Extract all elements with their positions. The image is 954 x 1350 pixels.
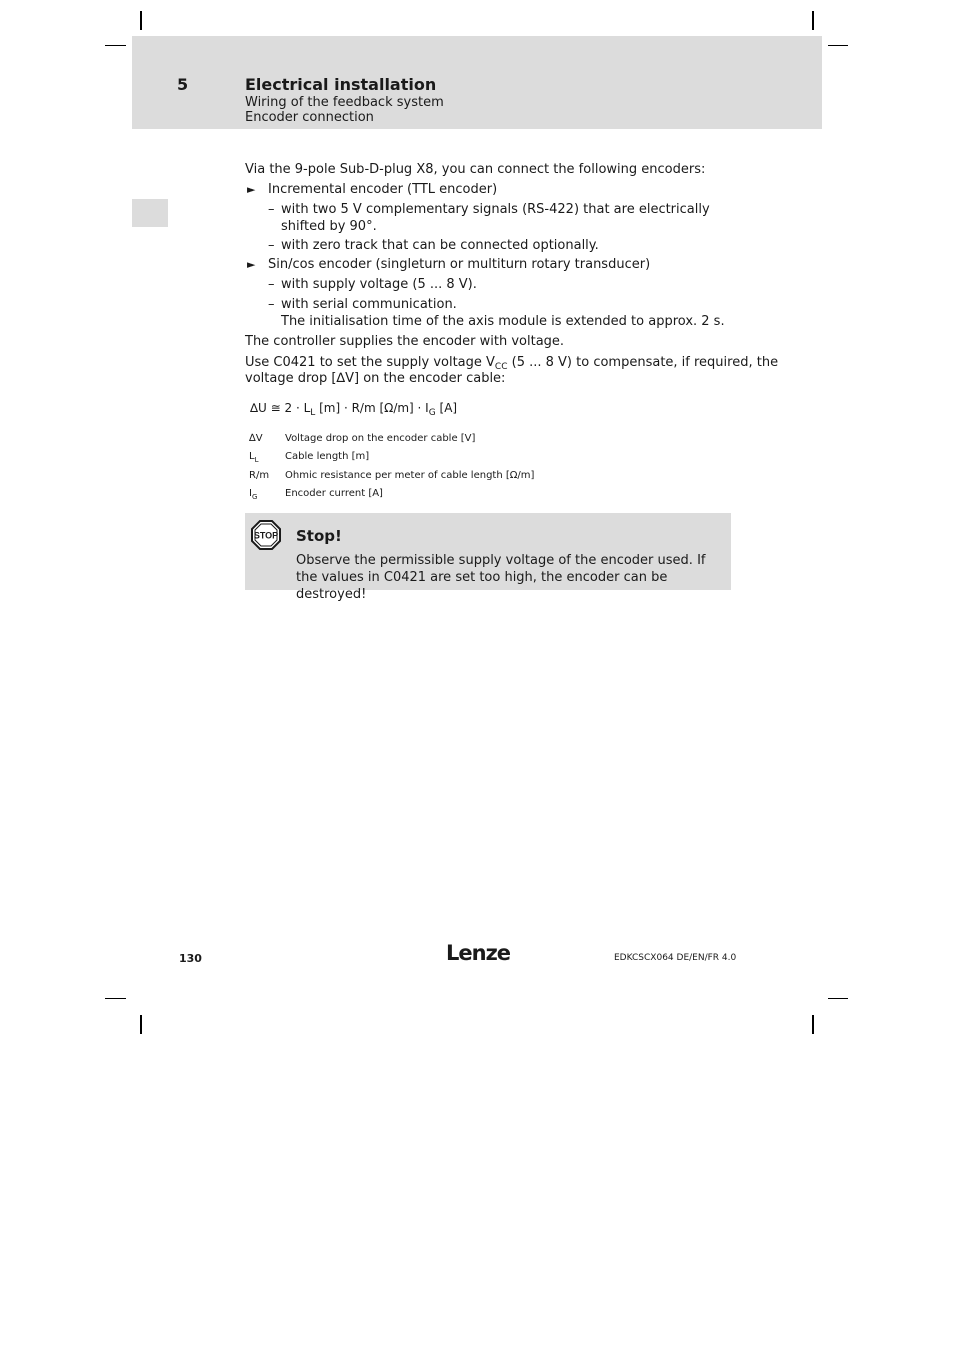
header-band xyxy=(132,36,822,129)
subsection-subtitle: Encoder connection xyxy=(245,110,374,125)
use-c0421-line-2: voltage drop [∆V] on the encoder cable: xyxy=(245,371,506,386)
text-span: (5 ... 8 V) to compensate, if required, the xyxy=(507,355,779,370)
formula-part: [m] · R/m [Ω/m] · I xyxy=(315,401,429,415)
dash-marker: – xyxy=(268,202,275,217)
document-id: EDKCSCX064 DE/EN/FR 4.0 xyxy=(614,953,737,963)
crop-mark xyxy=(812,11,814,30)
legend-symbol xyxy=(249,451,258,464)
text-span: Use C0421 to set the supply voltage V xyxy=(245,355,495,370)
legend-description: Ohmic resistance per meter of cable length [Ω/m] xyxy=(285,470,535,481)
list-item-supply-voltage: with supply voltage (5 ... 8 V). xyxy=(281,277,477,292)
formula-part: [A] xyxy=(435,401,458,415)
symbol-text: R/m xyxy=(249,470,270,481)
dash-marker: – xyxy=(268,238,275,253)
formula-part: ∆U ≅ 2 · L xyxy=(250,401,311,415)
bullet-incremental-encoder: Incremental encoder (TTL encoder) xyxy=(268,182,498,197)
list-item-two-signals-cont: shifted by 90°. xyxy=(281,219,377,234)
triangle-right-icon: ► xyxy=(247,183,256,196)
voltage-drop-formula xyxy=(250,401,457,418)
symbol-text: I xyxy=(249,488,252,499)
dash-marker: – xyxy=(268,297,275,312)
triangle-right-icon: ► xyxy=(247,258,256,271)
lenze-logo: Lenze xyxy=(446,941,511,965)
legend-symbol xyxy=(249,488,257,501)
legend-symbol xyxy=(249,470,269,481)
crop-mark xyxy=(828,45,848,46)
crop-mark xyxy=(140,1015,142,1034)
stop-title: Stop! xyxy=(296,527,342,545)
dash-marker: – xyxy=(268,277,275,292)
stop-sign-icon xyxy=(250,519,282,551)
intro-text: Via the 9-pole Sub-D-plug X8, you can connect the following encoders: xyxy=(245,162,706,177)
list-item-serial-communication: with serial communication. xyxy=(281,297,457,312)
crop-mark xyxy=(812,1015,814,1034)
legend-description: Encoder current [A] xyxy=(285,488,383,499)
subscript: L xyxy=(254,456,259,464)
legend-description: Cable length [m] xyxy=(285,451,370,462)
symbol-text: ∆V xyxy=(249,433,263,444)
crop-mark xyxy=(105,45,126,46)
stop-text: Observe the permissible supply voltage of the encoder used. If the values in C0421 are set too high, the encoder can be destroyed! xyxy=(296,553,706,602)
legend-symbol xyxy=(249,433,263,444)
list-item-two-signals: with two 5 V complementary signals (RS-422) that are electrically xyxy=(281,202,710,217)
chapter-title: Electrical installation xyxy=(245,75,437,94)
subscript: L xyxy=(310,408,316,418)
initialisation-note: The initialisation time of the axis module is extended to approx. 2 s. xyxy=(281,314,725,329)
supply-sentence: The controller supplies the encoder with voltage. xyxy=(245,334,565,349)
section-subtitle: Wiring of the feedback system xyxy=(245,95,444,110)
chapter-number: 5 xyxy=(177,75,189,94)
subscript: CC xyxy=(494,362,508,372)
legend-description: Voltage drop on the encoder cable [V] xyxy=(285,433,476,444)
crop-mark xyxy=(828,998,848,999)
page-number: 130 xyxy=(179,952,202,965)
list-item-zero-track: with zero track that can be connected optionally. xyxy=(281,238,599,253)
symbol-text: L xyxy=(249,451,255,462)
subscript: G xyxy=(251,493,258,501)
stop-sign-label: STOP xyxy=(253,530,279,541)
subscript: G xyxy=(428,408,436,418)
chapter-side-tab xyxy=(132,199,168,227)
crop-mark xyxy=(105,998,126,999)
bullet-sincos-encoder: Sin/cos encoder (singleturn or multiturn rotary transducer) xyxy=(268,257,651,272)
crop-mark xyxy=(140,11,142,30)
